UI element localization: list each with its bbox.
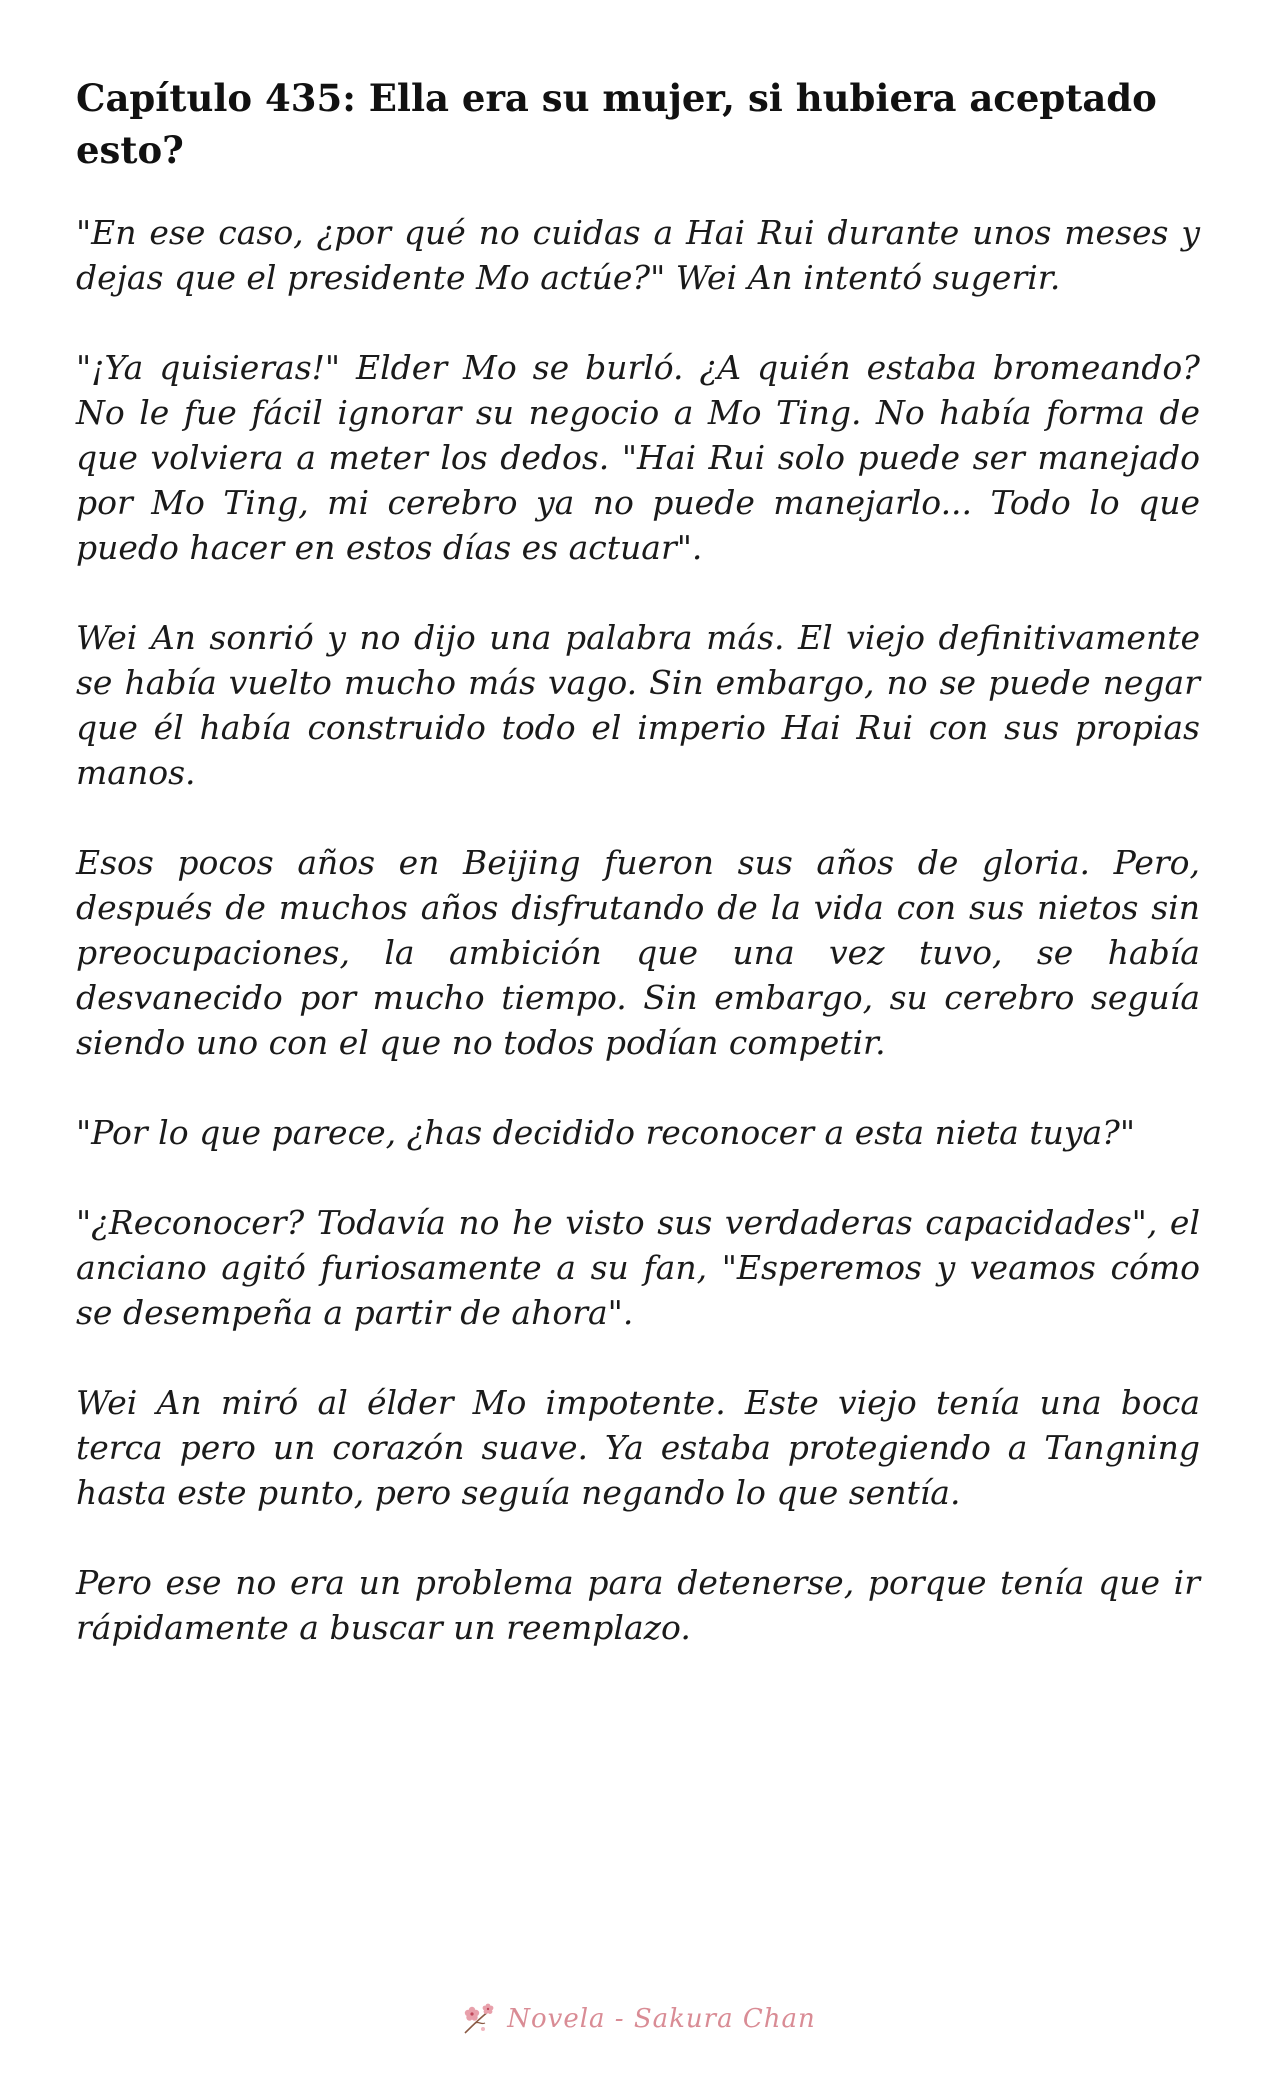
footer-watermark [0,1997,1275,2041]
document-page [76,72,1200,1695]
paragraph: Wei An miró al élder Mo impotente. Este viejo tenía una boca terca pero un corazón suave. Ya estaba protegiendo a Tangning hasta este punto, pero seguía negando lo que sentía. [76,1383,1200,1512]
sakura-flower-icon [459,1999,499,2039]
paragraph: Wei An sonrió y no dijo una palabra más. El viejo definitivamente se había vuelto mucho más vago. Sin embargo, no se puede negar que él había construido todo el imperio Hai Rui con sus propias manos. [76,618,1200,792]
paragraph: "Por lo que parece, ¿has decidido reconocer a esta nieta tuya?" [76,1113,1136,1152]
paragraph: Esos pocos años en Beijing fueron sus años de gloria. Pero, después de muchos años disfrutando de la vida con sus nietos sin preocupaciones, la ambición que una vez tuvo, se había desvanecido por mucho tiempo. Sin embargo, su cerebro seguía siendo uno con el que no todos podían competir. [76,843,1200,1062]
paragraph: Pero ese no era un problema para detenerse, porque tenía que ir rápidamente a buscar un reemplazo. [76,1563,1200,1647]
paragraph: "¡Ya quisieras!" Elder Mo se burló. ¿A quién estaba bromeando? No le fue fácil ignorar su negocio a Mo Ting. No había forma de que volviera a meter los dedos. "Hai Rui solo puede ser manejado por Mo Ting, mi cerebro ya no puede manejarlo... Todo lo que puedo hacer en estos días es actuar". [76,348,1200,567]
footer-text: Novela - Sakura Chan [507,2004,816,2034]
paragraph: "¿Reconocer? Todavía no he visto sus verdaderas capacidades", el anciano agitó furiosamente a su fan, "Esperemos y veamos cómo se desempeña a partir de ahora". [76,1203,1200,1332]
chapter-title: Capítulo 435: Ella era su mujer, si hubiera aceptado esto? [76,76,1157,172]
paragraph: "En ese caso, ¿por qué no cuidas a Hai Rui durante unos meses y dejas que el presidente Mo actúe?" Wei An intentó sugerir. [76,213,1200,297]
